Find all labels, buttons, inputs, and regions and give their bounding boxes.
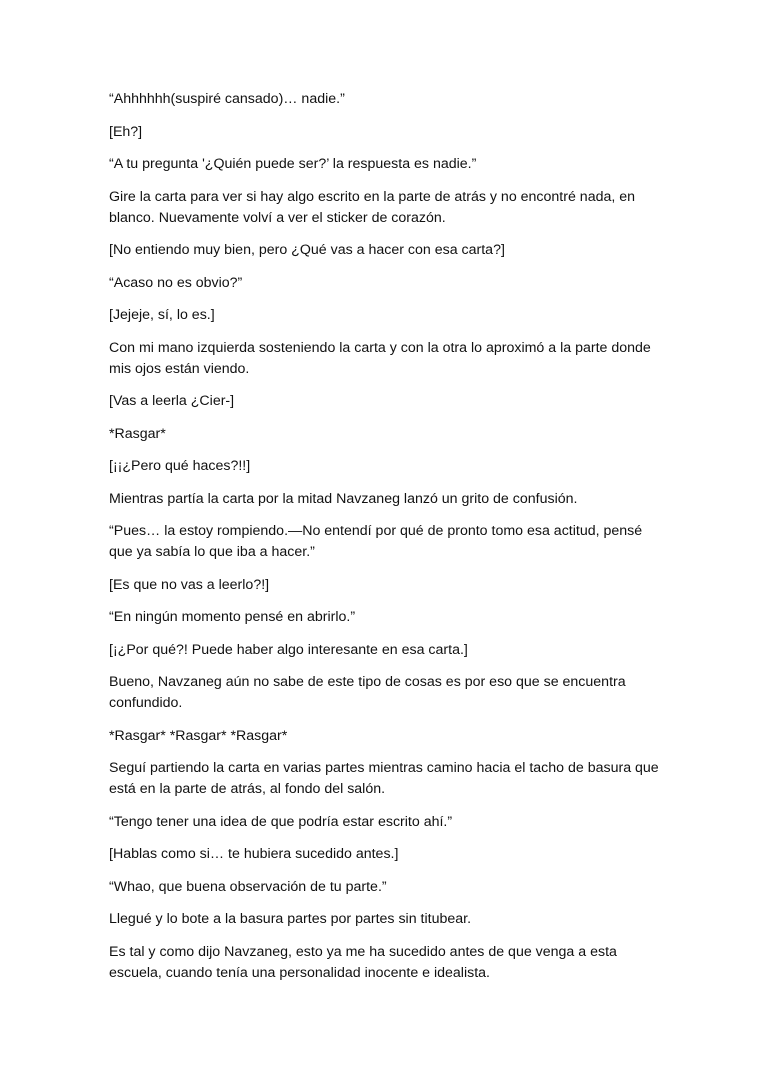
paragraph: Llegué y lo bote a la basura partes por partes sin titubear. [109,911,472,927]
paragraph: *Rasgar* [109,425,166,442]
paragraph: “Ahhhhhh(suspiré cansado)… nadie.” [109,91,345,107]
paragraph: Es tal y como dijo Navzaneg, esto ya me ha sucedido antes de que venga a esta escuela, cuando tenía una personalidad inocente e idealista. [109,943,617,981]
paragraph: “Pues… la estoy rompiendo.—No entendí por qué de pronto tomo esa actitud, pensé que ya sabía lo que iba a hacer.” [109,523,643,560]
paragraph: [Eh?] [109,123,143,140]
paragraph: “Acaso no es obvio?” [109,274,243,291]
paragraph: Seguí partiendo la carta en varias partes mientras camino hacia el tacho de basura que está en la parte de atrás, al fondo del salón. [109,760,659,797]
paragraph: [Hablas como si… te hubiera sucedido antes.] [109,846,399,862]
paragraph: Gire la carta para ver si hay algo escrito en la parte de atrás y no encontré nada, en blanco. Nuevamente volví a ver el sticker de corazón. [109,188,636,226]
paragraph: “A tu pregunta '¿Quién puede ser?’ la respuesta es nadie.” [109,156,477,172]
paragraph: Bueno, Navzaneg aún no sabe de este tipo de cosas es por eso que se encuentra confundido. [109,674,626,711]
paragraph: [Jejeje, sí, lo es.] [109,307,215,323]
paragraph: Con mi mano izquierda sosteniendo la carta y con la otra lo aproximó a la parte donde mis ojos están viendo. [109,339,651,377]
paragraph: Mientras partía la carta por la mitad Navzaneg lanzó un grito de confusión. [109,490,578,507]
paragraph: [Es que no vas a leerlo?!] [109,576,270,593]
paragraph: [No entiendo muy bien, pero ¿Qué vas a hacer con esa carta?] [109,242,505,258]
paragraph: [Vas a leerla ¿Cier-] [109,393,235,409]
paragraph: [¡¡¿Pero qué haces?!!] [109,458,251,474]
paragraph: [¡¿Por qué?! Puede haber algo interesante en esa carta.] [109,641,468,658]
paragraph: “En ningún momento pensé en abrirlo.” [109,609,356,625]
paragraph: “Tengo tener una idea de que podría estar escrito ahí.” [109,813,453,830]
paragraph: “Whao, que buena observación de tu parte.” [109,878,387,895]
document-body [109,89,669,995]
paragraph: *Rasgar* *Rasgar* *Rasgar* [109,727,288,744]
